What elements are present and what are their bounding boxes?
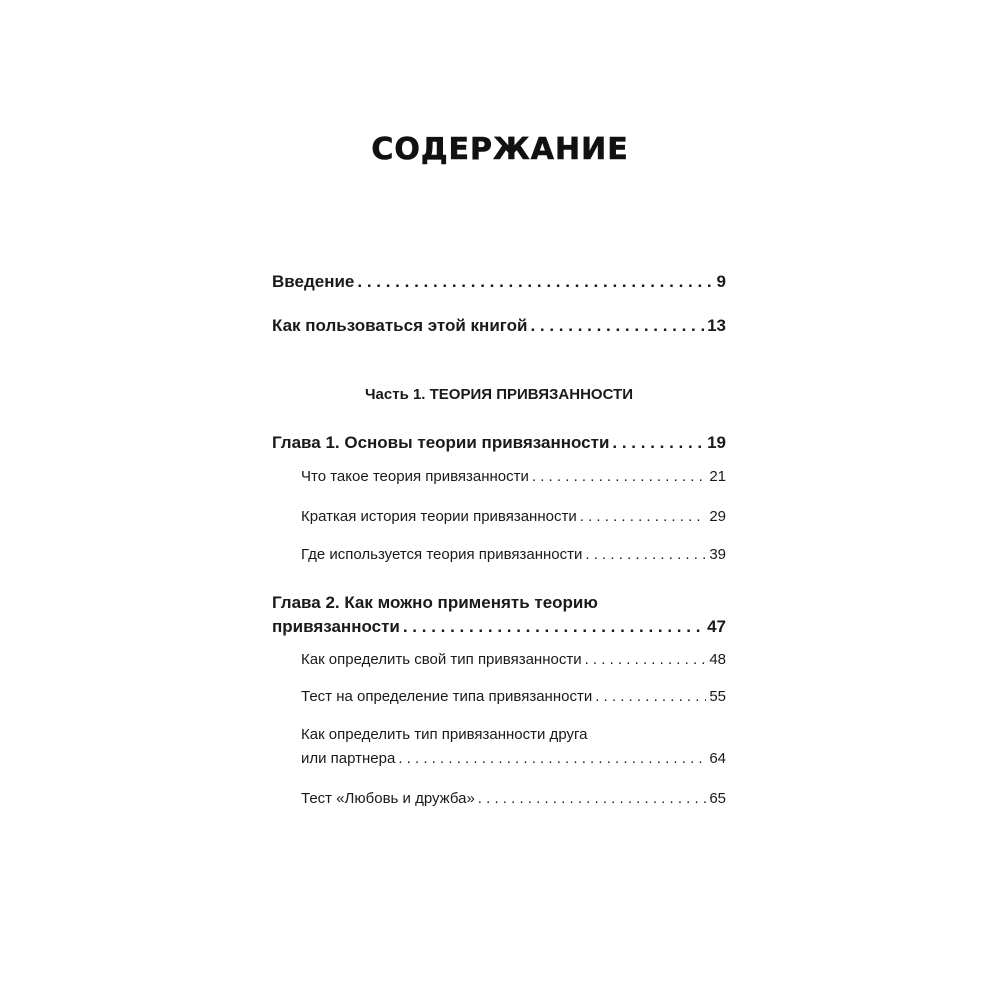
entry-label: Тест на определение типа привязанности [301,688,593,705]
entry-label: Глава 1. Основы теории привязанности [272,433,610,452]
toc-entry-section[interactable] [301,508,726,525]
entry-page: 29 [709,508,726,525]
dot-leader [530,316,704,336]
entry-page: 39 [709,546,726,563]
toc-entry-section[interactable] [301,651,726,668]
entry-page: 21 [709,468,726,485]
entry-page: 19 [707,433,726,452]
dot-leader [478,790,707,807]
entry-label: Как пользоваться этой книгой [272,316,528,335]
part-heading: Часть 1. ТЕОРИЯ ПРИВЯЗАННОСТИ [365,386,633,403]
dot-leader [357,272,713,292]
entry-label: Введение [272,272,355,291]
toc-entry-section[interactable] [301,468,726,485]
entry-label: Тест «Любовь и дружба» [301,790,475,807]
dot-leader [585,546,706,563]
entry-page: 55 [709,688,726,705]
entry-label: Краткая история теории привязанности [301,508,577,525]
dot-leader [532,468,706,485]
entry-label-line-1: Глава 2. Как можно применять теорию [272,593,598,612]
dot-leader [585,651,707,668]
dot-leader [403,617,704,637]
toc-entry-section[interactable] [301,790,726,807]
toc-entry-section[interactable] [301,726,726,767]
toc-entry-chapter-1[interactable] [272,433,726,453]
dot-leader [398,750,706,767]
entry-page: 48 [709,651,726,668]
entry-page: 9 [716,272,726,291]
entry-page: 65 [709,790,726,807]
entry-label-line-2: или партнера [301,750,396,767]
entry-page: 47 [707,617,726,636]
dot-leader [580,508,707,525]
entry-page: 64 [709,750,726,767]
entry-label-line-2: привязанности [272,617,400,636]
toc-entry-section[interactable] [301,688,726,705]
toc-entry-chapter-2[interactable] [272,593,726,637]
dot-leader [612,433,704,453]
toc-entry-section[interactable] [301,546,726,563]
entry-label: Что такое теория привязанности [301,468,529,485]
page-title: СОДЕРЖАНИЕ [371,132,629,167]
entry-label: Как определить свой тип привязанности [301,651,582,668]
toc-entry-introduction[interactable] [272,272,726,292]
dot-leader [595,688,706,705]
toc-entry-how-to-use[interactable] [272,316,726,336]
entry-page: 13 [707,316,726,335]
entry-label: Где используется теория привязанности [301,546,583,563]
entry-label-line-1: Как определить тип привязанности друга [301,726,588,743]
